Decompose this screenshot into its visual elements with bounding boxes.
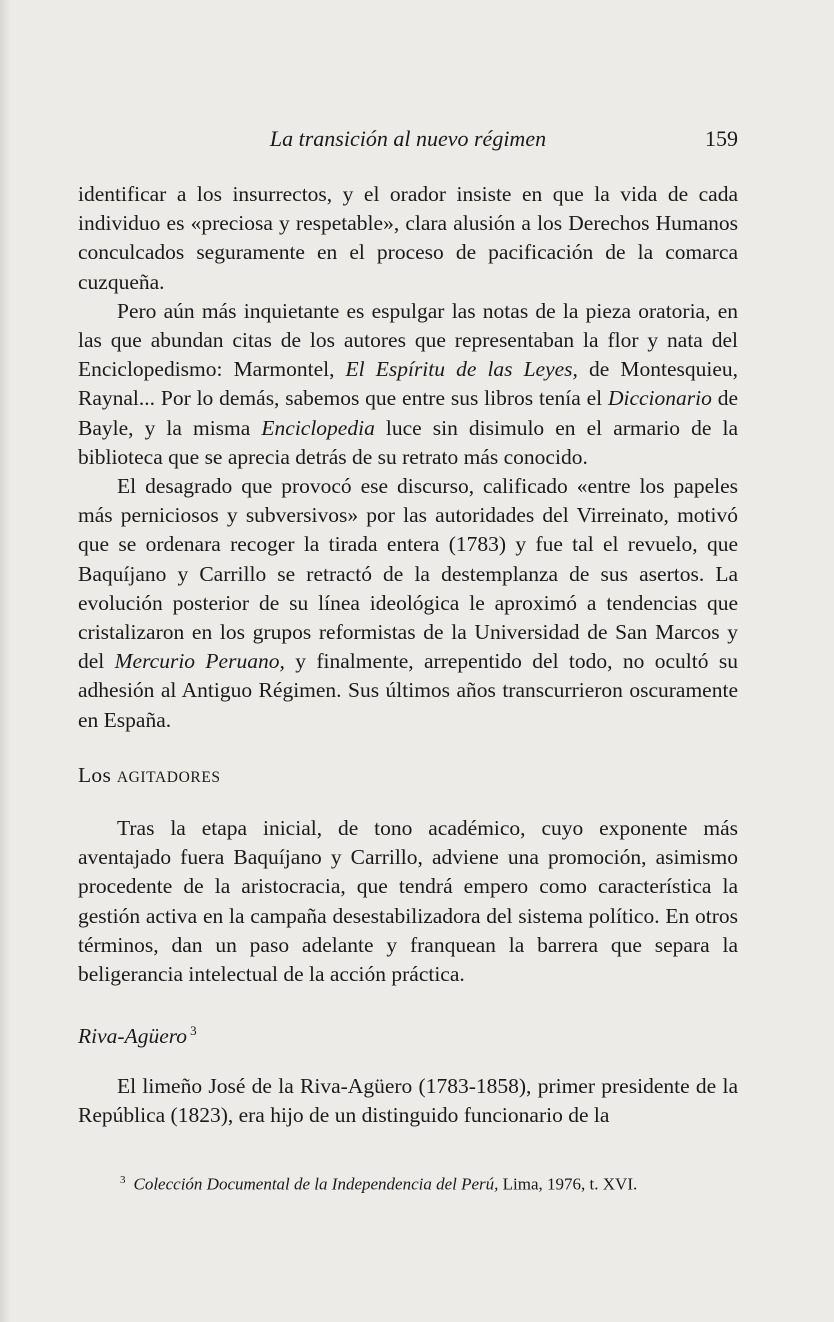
paragraph-4: Tras la etapa inicial, de tono académico, cuyo exponente más aventajado fuera Baquíjano y Carrillo, adviene una promoción, asimismo procedente de la aristocracia, que tendrá empero como característica la gestión activa en la campaña desestabilizadora del sistema político. En otros términos, dan un paso adelante y franquean la barrera que separa la beligerancia intelectual de la acción práctica.: [78, 816, 738, 987]
subsection-body: [78, 1072, 738, 1130]
section-body: [78, 814, 738, 989]
book-title-enciclopedia: Enciclopedia: [261, 415, 375, 440]
page-number: 159: [705, 126, 738, 151]
running-title: La transición al nuevo régimen: [269, 126, 547, 151]
footnote-reference: 3: [190, 1023, 197, 1038]
footnote-marker: 3: [120, 1174, 126, 1186]
paragraph-3-text: y finalmente, arrepentido del todo, no ocultó su adhesión al Antiguo Régimen. Sus últimos años transcurrieron oscuramente en España.: [78, 649, 738, 732]
footnote-source-title: Colección Documental de la Independencia del Perú,: [133, 1174, 499, 1194]
journal-title-mercurio: Mercurio Peruano,: [114, 649, 285, 674]
section-heading: [78, 763, 738, 788]
footnote: [120, 1174, 720, 1195]
book-title-diccionario: Diccionario: [607, 386, 712, 411]
paragraph-5: El limeño José de la Riva-Agüero (1783-1858), primer presidente de la República (1823), era hijo de un distinguido funcionario de la: [78, 1074, 738, 1128]
paragraph-2-text: de Bayle, y la misma: [78, 386, 738, 440]
subsection-title: [78, 1023, 197, 1049]
body-text: [78, 180, 738, 735]
section-heading-initial: Los: [78, 763, 117, 787]
section-heading-rest: AGITADORES: [116, 769, 221, 786]
paragraph-2-text: Pero aún más inquietante es espulgar las notas de la pieza oratoria, en las que abundan citas de los autores que representaban la flor y nata del Enciclopedismo: Marmontel,: [78, 298, 738, 382]
footnote-source-details: Lima, 1976, t. XVI.: [498, 1174, 638, 1194]
running-head: [78, 126, 738, 158]
book-title-espiritu-leyes: El Espíritu de las Leyes,: [345, 357, 578, 382]
paragraph-2: [78, 297, 738, 472]
subsection-title-text: Riva-Agüero: [78, 1024, 188, 1049]
paragraph-3-text: El desagrado que provocó ese discurso, calificado «entre los papeles más perniciosos y subversivos» por las autoridades del Virreinato, motivó que se ordenara recoger la tirada entera (1783) y fue tal el revuelo, que Baquíjano y Carrillo se retractó de la destemplanza de sus asertos. La evolución posterior de su línea ideológica le aproximó a tendencias que cristalizaron en los grupos reformistas de la Universidad de San Marcos y del: [78, 474, 738, 674]
paragraph-2-text: luce sin disimulo en el armario de la biblioteca que se aprecia detrás de su retrato más conocido.: [78, 415, 738, 469]
paragraph-2-text: de Montesquieu, Raynal... Por lo demás, sabemos que entre sus libros tenía el: [78, 357, 739, 411]
paragraph-3: [78, 472, 738, 735]
paragraph-1: identificar a los insurrectos, y el orador insiste en que la vida de cada individuo es «preciosa y respetable», clara alusión a los Derechos Humanos conculcados seguramente en el proceso de pacificación de la comarca cuzqueña.: [78, 182, 738, 294]
